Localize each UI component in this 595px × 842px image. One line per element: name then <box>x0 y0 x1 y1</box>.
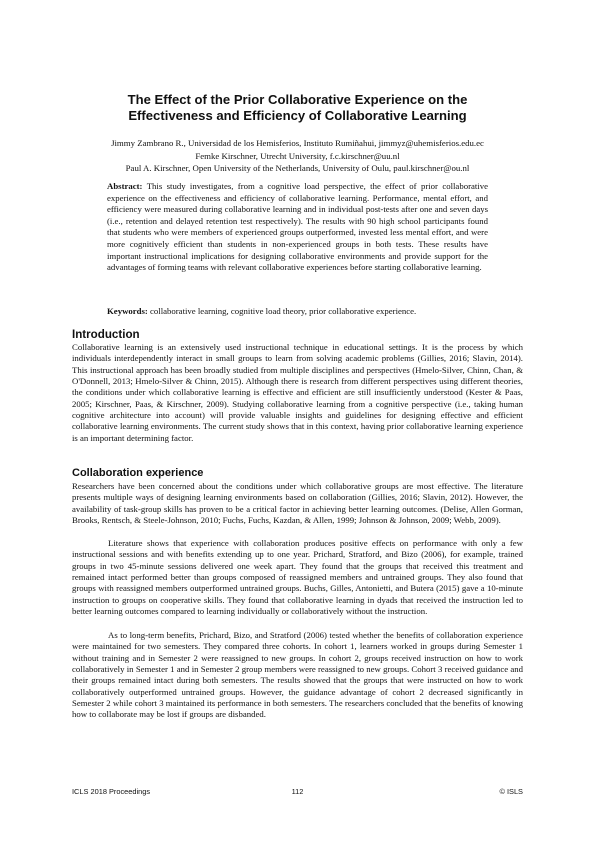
author-line: Femke Kirschner, Utrecht University, f.c.kirschner@uu.nl <box>195 150 400 161</box>
abstract <box>107 181 488 274</box>
collaboration-paragraph-3: As to long-term benefits, Prichard, Bizo, and Stratford (2006) tested whether the benefits of collaboration experience were maintained for two semesters. They compared three cohorts. In cohort 1, learners worked in groups during Semester 1 without training and in Semester 2 were reassigned to new groups. In cohort 2, groups received instruction on how to work collaboratively in Semester 1 and in Semester 2 group members were reassigned to new groups. Cohort 3 received guidance and their groups remained intact during both semesters. The results showed that the groups that were instructed on how to work collaboratively outperformed untrained groups. However, the guidance advantage of cohort 2 decreased significantly in Semester 2 while cohort 3 maintained its performance in both semesters. The researchers concluded that the benefits of knowing how to collaborate may be lost if groups are disbanded. <box>72 630 523 720</box>
keywords-label: Keywords: <box>107 306 148 316</box>
collaboration-paragraph-2: Literature shows that experience with collaboration produces positive effects on performance with only a few instructional sessions and with benefits extending up to one year. Prichard, Stratford, and Bizo (2006), for example, trained groups in two 45-minute sessions delivered one week apart. They found that the groups that received this treatment and remained intact performed better than groups composed of reassigned members and untrained groups. They also found that groups with reassigned members outperformed untrained groups. Buchs, Gilles, Antonietti, and Butera (2015) gave a 10-minute instruction to groups on cooperative skills. They found that collaborative learning in dyads that received the instruction led to better learning outcomes compared to learning individually or collaboratively without the instruction. <box>72 538 523 617</box>
page-footer <box>72 787 523 799</box>
author-line: Paul A. Kirschner, Open University of the Netherlands, University of Oulu, paul.kirschner@ou.nl <box>125 163 470 174</box>
author-line: Jimmy Zambrano R., Universidad de los Hemisferios, Instituto Rumiñahui, jimmyz@uhemisferios.edu.ec <box>111 138 484 148</box>
keywords-text: collaborative learning, cognitive load theory, prior collaborative experience. <box>150 306 417 316</box>
collaboration-paragraph-1: Researchers have been concerned about the conditions under which collaborative groups are most effective. The literature presents multiple ways of designing learning environments based on collaboration (Gillies, 2016; Slavin, 2012). However, the availability of task-group skills has proven to be a critical factor in achieving better learning outcomes. (Delise, Allen Gorman, Brooks, Rentsch, & Steele-Johnson, 2010; Fuchs, Fuchs, Kazdan, & Allen, 1999; Johnson & Johnson, 2009; Webb, 2009). <box>72 481 523 526</box>
abstract-label: Abstract: <box>107 181 143 191</box>
abstract-text: This study investigates, from a cognitive load perspective, the effect of prior collaborative experience on the effectiveness and efficiency of collaborative learning. Performance, mental effort, and efficiency were measured during collaborative learning and in individual post-tests after one and seven days (i.e., retention and delayed retention test respectively). The results with 90 high school participants found that students who were members of experienced groups outperformed, invested less mental effort, and were more cognitively efficient than students in non-experienced groups in both tests. These results have important instructional implications for designing collaborative environments and provide support for the advantages of forming teams with relevant collaborative experiences before starting collaborative learning. <box>107 181 488 273</box>
footer-page-number: 112 <box>291 787 304 796</box>
section-heading-introduction: Introduction <box>72 328 140 341</box>
footer-copyright: © ISLS <box>499 787 523 796</box>
paper-title-line-1: The Effect of the Prior Collaborative Experience on the <box>127 92 468 107</box>
footer-proceedings: ICLS 2018 Proceedings <box>72 787 151 796</box>
paper-title-line-2: Effectiveness and Efficiency of Collaborative Learning <box>128 108 467 123</box>
section-heading-collaboration-experience: Collaboration experience <box>72 467 204 479</box>
paper-title <box>72 92 523 124</box>
author-list <box>72 137 523 175</box>
keywords <box>107 306 488 318</box>
introduction-paragraph: Collaborative learning is an extensively used instructional technique in educational settings. It is the process by which individuals interdependently interact in small groups to learn from solving academic problems (Gillies, 2016; Slavin, 2014). This instructional approach has been broadly studied from multiple disciplines and perspectives (Hmelo-Silver, Chinn, Chan, & O'Donnell, 2013; Hmelo-Silver & Chinn, 2015). Although there is research from different perspectives using different theories, the conditions under which collaborative learning is effective and efficient are still insufficiently understood (Kester & Paas, 2005; Kirschner, Paas, & Kirschner, 2009). Studying collaborative learning from a cognitive perspective (i.e., taking human cognitive architecture into account) will provide valuable insights and guidelines for designing effective and efficient collaborative learning environments. The current study shows that in this context, having prior collaborative learning experience is an important determining factor. <box>72 342 523 443</box>
